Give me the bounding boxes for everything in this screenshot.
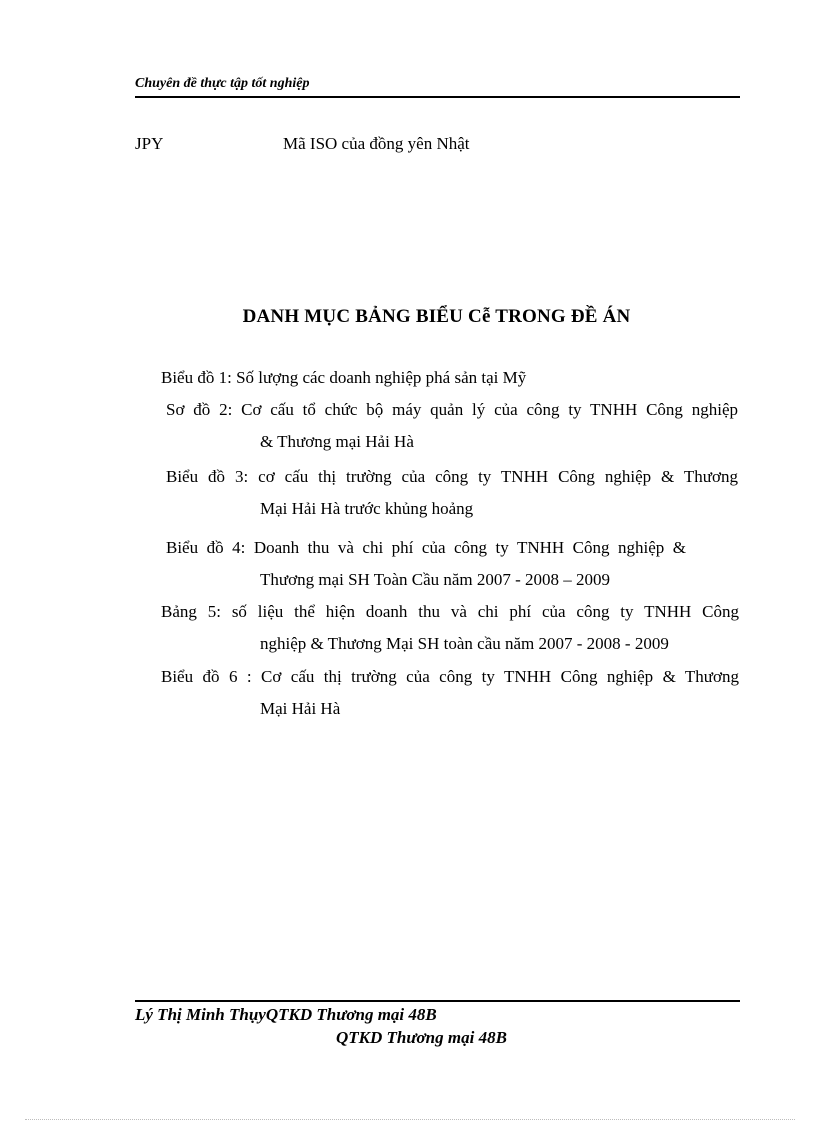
list-item: Bảng 5: số liệu thể hiện doanh thu và chi phí của công ty TNHH Công: [161, 602, 739, 621]
list-item: Biểu đồ 3: cơ cấu thị trường của công ty TNHH Công nghiệp & Thương: [166, 467, 738, 486]
page-boundary: [25, 1119, 795, 1120]
list-item-continuation: Mại Hải Hà trước khủng hoảng: [260, 499, 474, 518]
list-item-continuation: Thương mại SH Toàn Cầu năm 2007 - 2008 – 2009: [260, 570, 611, 589]
header-rule: [135, 96, 740, 98]
abbreviation-code: JPY: [135, 134, 164, 153]
list-item-continuation: Mại Hải Hà: [260, 699, 341, 718]
list-item-continuation: nghiệp & Thương Mại SH toàn cầu năm 2007 - 2008 - 2009: [260, 634, 669, 653]
list-item-continuation: & Thương mại Hải Hà: [260, 432, 414, 451]
footer-class: QTKD Thương mại 48B: [336, 1028, 507, 1047]
list-item: Sơ đồ 2: Cơ cấu tổ chức bộ máy quản lý của công ty TNHH Công nghiệp: [166, 400, 738, 419]
abbreviation-description: Mã ISO của đồng yên Nhật: [283, 134, 470, 153]
list-item: Biểu đồ 4: Doanh thu và chi phí của công ty TNHH Công nghiệp &: [166, 538, 686, 557]
running-header: Chuyên đề thực tập tốt nghiệp: [135, 76, 310, 91]
footer-author: Lý Thị Minh ThụyQTKD Thương mại 48B: [135, 1005, 437, 1024]
list-item: Biểu đồ 1: Số lượng các doanh nghiệp phá sản tại Mỹ: [161, 368, 527, 387]
list-title: DANH MỤC BẢNG BIỂU Cễ TRONG ĐỀ ÁN: [242, 306, 631, 327]
list-item: Biểu đồ 6 : Cơ cấu thị trường của công ty TNHH Công nghiệp & Thương: [161, 667, 739, 686]
footer-rule: [135, 1000, 740, 1002]
